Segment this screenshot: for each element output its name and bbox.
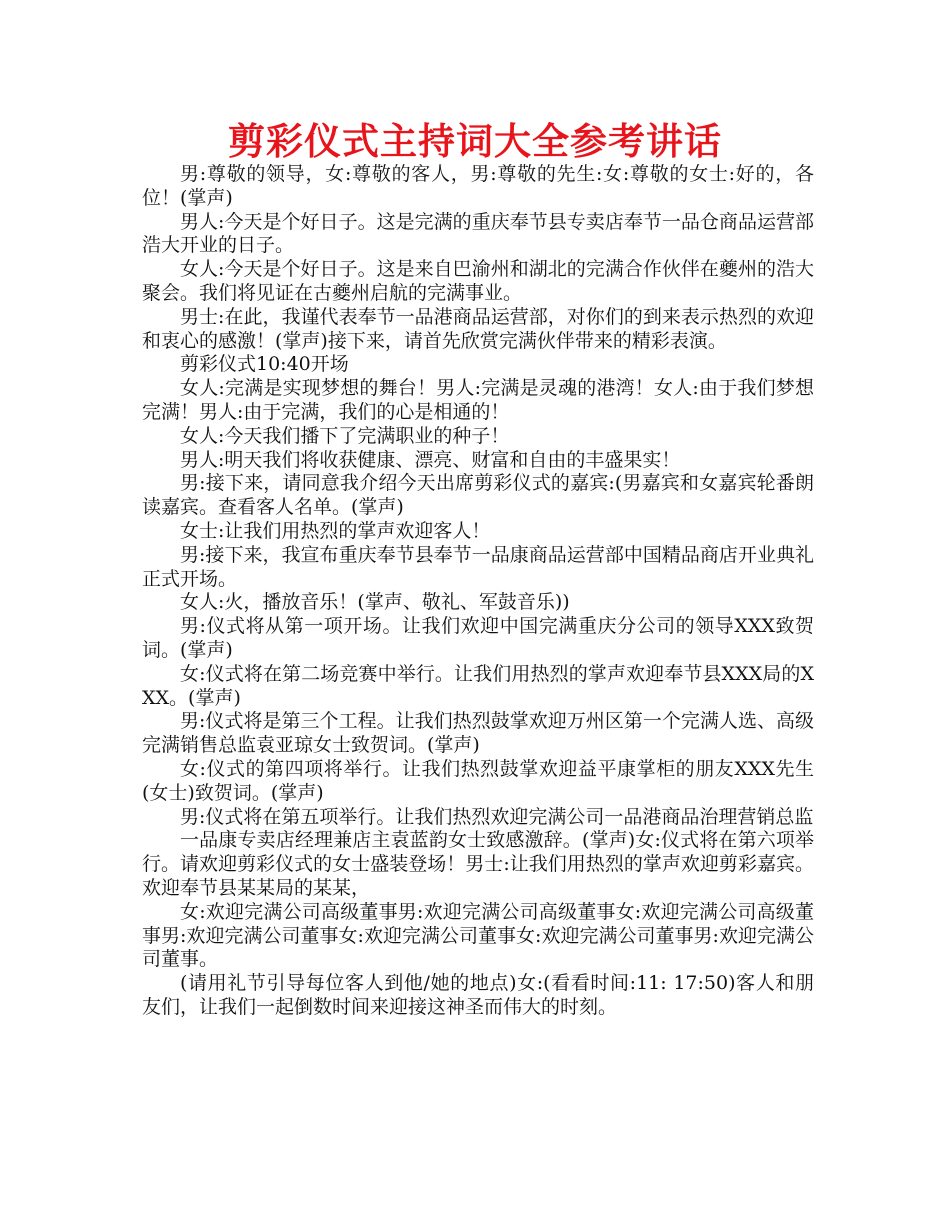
paragraph: 男:尊敬的领导，女:尊敬的客人，男:尊敬的先生:女:尊敬的女士:好的，各位！(掌声) (142, 163, 814, 209)
paragraph: (请用礼节引导每位客人到他/她的地点)女:(看看时间:11: 17:50)客人和朋友们，让我们一起倒数时间来迎接这神圣而伟大的时刻。 (142, 972, 814, 1018)
paragraph: 女人:今天是个好日子。这是来自巴渝州和湖北的完满合作伙伴在夔州的浩大聚会。我们将见证在古夔州启航的完满事业。 (142, 258, 814, 304)
paragraph: 男:仪式将在第五项举行。让我们热烈欢迎完满公司一品港商品治理营销总监 (180, 805, 814, 828)
paragraph: 女:欢迎完满公司高级董事男:欢迎完满公司高级董事女:欢迎完满公司高级董事男:欢迎完满公司董事女:欢迎完满公司董事女:欢迎完满公司董事男:欢迎完满公司董事。 (142, 900, 814, 971)
paragraph: 男士:在此，我谨代表奉节一品港商品运营部，对你们的到来表示热烈的欢迎和衷心的感激！(掌声)接下来，请首先欣赏完满伙伴带来的精彩表演。 (142, 305, 814, 352)
document-body (142, 163, 814, 1020)
paragraph: 女:仪式的第四项将举行。让我们热烈鼓掌欢迎益平康掌柜的朋友XXX先生(女士)致贺词。(掌声) (142, 757, 814, 804)
paragraph: 男:接下来，我宣布重庆奉节县奉节一品康商品运营部中国精品商店开业典礼正式开场。 (142, 543, 814, 590)
paragraph: 男人:今天是个好日子。这是完满的重庆奉节县专卖店奉节一品仓商品运营部浩大开业的日子。 (142, 210, 814, 257)
paragraph: 女士:让我们用热烈的掌声欢迎客人！ (180, 519, 491, 542)
document-title: 剪彩仪式主持词大全参考讲话 (228, 120, 722, 163)
paragraph: 男:接下来，请同意我介绍今天出席剪彩仪式的嘉宾:(男嘉宾和女嘉宾轮番朗读嘉宾。查看客人名单。(掌声) (142, 472, 814, 519)
paragraph: 女人:火，播放音乐！(掌声、敬礼、军鼓音乐)) (180, 591, 570, 614)
paragraph: 女:仪式将在第二场竞赛中举行。让我们用热烈的掌声欢迎奉节县XXX局的XXX。(掌声) (142, 662, 814, 709)
paragraph: 男:仪式将是第三个工程。让我们热烈鼓掌欢迎万州区第一个完满人选、高级完满销售总监袁亚琼女士致贺词。(掌声) (142, 710, 814, 757)
paragraph: 男人:明天我们将收获健康、漂亮、财富和自由的丰盛果实！ (180, 448, 681, 471)
paragraph: 剪彩仪式10:40开场 (180, 353, 349, 376)
paragraph: 男:仪式将从第一项开场。让我们欢迎中国完满重庆分公司的领导XXX致贺词。(掌声) (142, 615, 814, 661)
paragraph: 女人:今天我们播下了完满职业的种子！ (180, 424, 510, 447)
paragraph: 一品康专卖店经理兼店主袁蓝韵女士致感激辞。(掌声)女:仪式将在第六项举行。请欢迎剪彩仪式的女士盛装登场！男士:让我们用热烈的掌声欢迎剪彩嘉宾。欢迎奉节县某某局的某某， (142, 829, 814, 899)
paragraph: 女人:完满是实现梦想的舞台！男人:完满是灵魂的港湾！女人:由于我们梦想完满！男人:由于完满，我们的心是相通的！ (142, 377, 814, 423)
